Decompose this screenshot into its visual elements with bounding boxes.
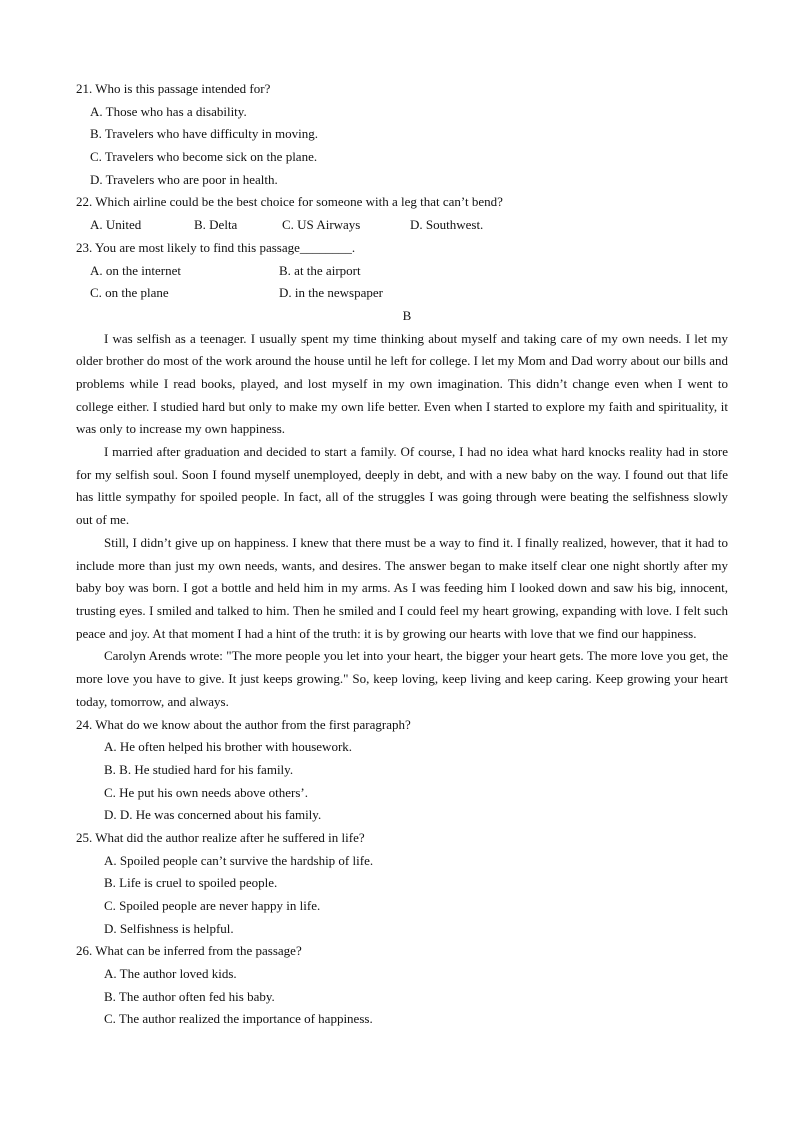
q25-option-c: C. Spoiled people are never happy in life. [104,898,321,914]
q21-option-d: D. Travelers who are poor in health. [90,171,278,187]
q24-question: 24. What do we know about the author from the first paragraph? [76,716,411,732]
q23-option-c: C. on the plane [90,285,169,301]
q21-question: 21. Who is this passage intended for? [76,81,271,96]
q21-option-a: A. Those who has a disability. [90,103,247,119]
q24-option-d: D. D. He was concerned about his family. [104,807,322,823]
q22-option-a: A. United [90,217,142,233]
q25-question: 25. What did the author realize after he suffered in life? [76,829,365,845]
q21-option-b: B. Travelers who have difficulty in moving. [90,126,318,142]
q23-options-row-1 [76,260,728,283]
q23-options-row-2 [76,282,728,305]
q22-options-row [76,214,728,237]
q26-option-a: A. The author loved kids. [104,966,237,982]
q23-option-b: B. at the airport [279,262,361,278]
q26-option-b: B. The author often fed his baby. [104,988,275,1004]
section-b-label: B [402,307,412,323]
q25-option-b: B. Life is cruel to spoiled people. [104,875,278,891]
q23-option-d: D. in the newspaper [279,285,383,301]
passage-paragraph-2: I married after graduation and decided to start a family. Of course, I had no idea what hard knocks reality had in store for my selfish soul. Soon I found myself unemployed, deeply in debt, and with a new baby on the way. I found out that life has little sympathy for spoiled people. In fact, all of the struggles I was going through were beating the selfishness slowly out of me. [76,444,728,528]
q26-question: 26. What can be inferred from the passage? [76,943,302,959]
q22-question: 22. Which airline could be the best choice for someone with a leg that can’t bend? [76,194,503,210]
q22-option-c: C. US Airways [282,217,361,233]
q21-option-c: C. Travelers who become sick on the plane. [90,149,318,165]
passage-paragraph-4: Carolyn Arends wrote: "The more people you let into your heart, the bigger your heart gets. The more love you get, the more love you have to give. It just keeps growing." So, keep loving, keep living and keep caring. Keep growing your heart today, tomorrow, and always. [76,648,728,709]
q24-option-b: B. B. He studied hard for his family. [104,761,294,777]
q23-question: 23. You are most likely to find this passage________. [76,239,356,255]
exam-page [76,78,728,1031]
q24-option-c: C. He put his own needs above others’. [104,784,308,800]
q25-option-d: D. Selfishness is helpful. [104,920,234,936]
passage-paragraph-3: Still, I didn’t give up on happiness. I knew that there must be a way to find it. I finally realized, however, that it had to include more than just my own needs, wants, and desires. The answer began to make itself clear one night shortly after my baby boy was born. I got a bottle and held him in my arms. As I was feeding him I looked down and saw his big, innocent, trusting eyes. I smiled and talked to him. Then he smiled and I could feel my heart growing, expanding with love. I felt such peace and joy. At that moment I had a hint of the truth: it is by growing our hearts with love that we find our happiness. [76,534,728,641]
q23-option-a: A. on the internet [90,262,181,278]
q25-option-a: A. Spoiled people can’t survive the hardship of life. [104,852,374,868]
q22-option-b: B. Delta [194,217,238,233]
q24-option-a: A. He often helped his brother with housework. [104,739,353,755]
passage-paragraph-1: I was selfish as a teenager. I usually spent my time thinking about myself and taking care of my own needs. I let my older brother do most of the work around the house until he left for college. I let my Mom and Dad worry about our bills and problems while I read books, played, and lost myself in my own imagination. This didn’t change even when I went to college either. I studied hard but only to make my own life better. Even when I started to explore my faith and spirituality, it was only to increase my own happiness. [76,330,728,437]
q22-option-d: D. Southwest. [410,217,484,233]
q26-option-c: C. The author realized the importance of happiness. [104,1011,373,1027]
